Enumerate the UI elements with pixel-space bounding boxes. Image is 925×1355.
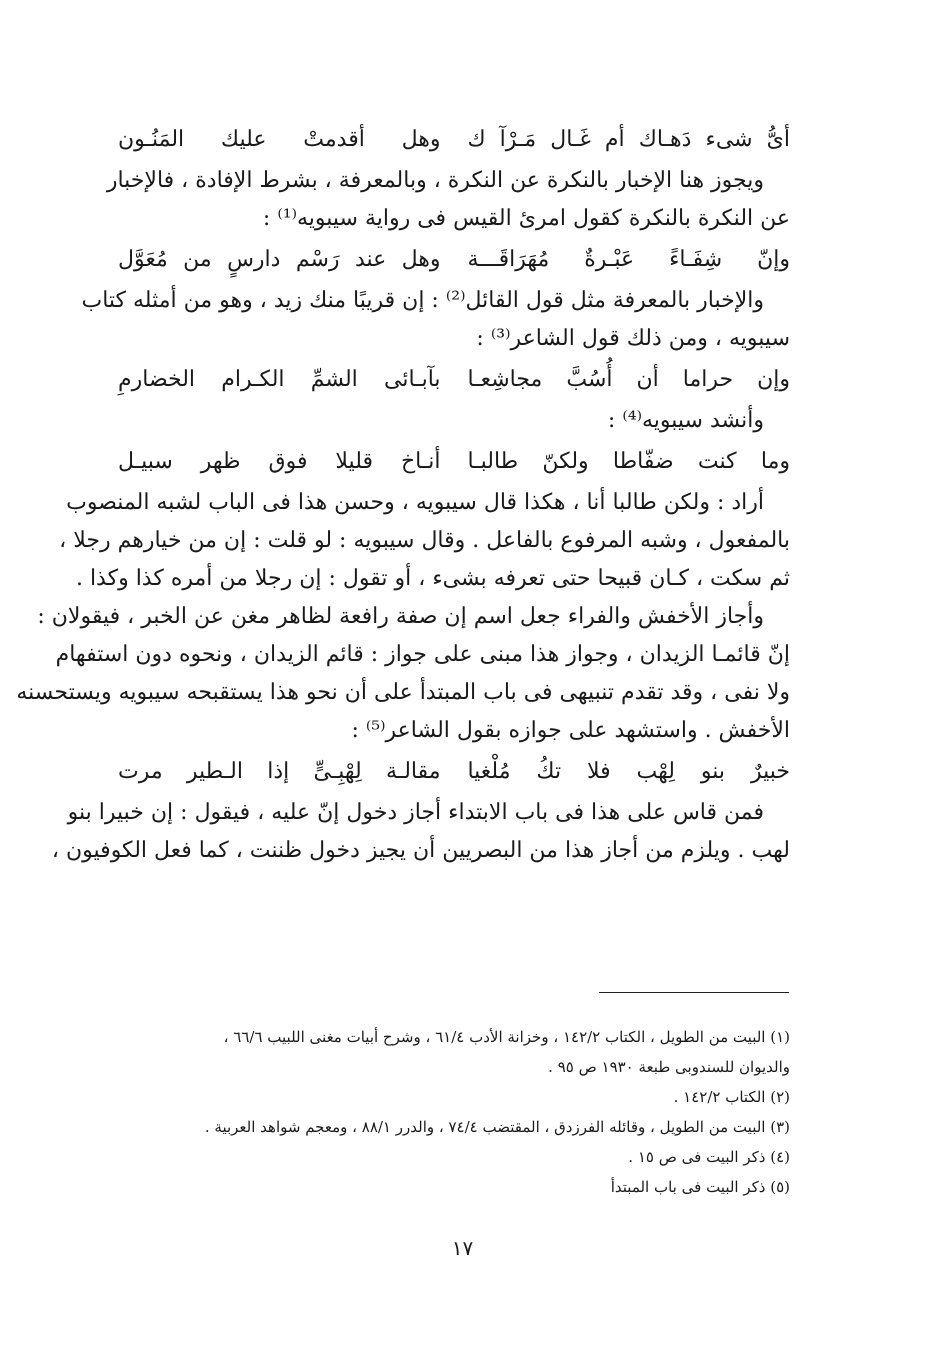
main-text [16,118,790,870]
text-line: عن النكرة بالنكرة كقول امرئ القيس فى رواية سيبويه⁽¹⁾ : [262,206,790,231]
verse-line [118,750,790,794]
text-line: الأخفش . واستشهد على جوازه بقول الشاعر⁽⁵⁾ : [351,718,790,743]
verse-first-hemistich: وما كنت ضفّاطا ولكنّ طالبـا [467,449,790,474]
text-line: فمن قاس على هذا فى باب الابتداء أجاز دخول إنّ عليه ، فيقول : إن خبيرا بنو [67,800,764,825]
text-line: ويجوز هنا الإخبار بالنكرة عن النكرة ، وبالمعرفة ، بشرط الإفادة ، فالإخبار [106,168,764,193]
verse-second-hemistich: مقالـة لِهْبِـىٍّ إذا الـطير مرت [118,759,441,784]
page-number: ١٧ [451,1236,474,1260]
footnote-line: (١) البيت من الطويل ، الكتاب ١٤٢/٢ ، وخزانة الأدب ٦١/٤ ، وشرح أبيات مغنى اللبيب ٦٦/٦ ، [223,1028,790,1046]
footnote-line: (٢) الكتاب ١٤٢/٢ . [673,1088,790,1106]
verse-line [118,238,790,282]
verse-second-hemistich: أنـاخ قليلا فوق ظهر سبيـل [118,449,441,474]
footnote-line: (٤) ذكر البيت فى ص ١٥ . [628,1148,790,1166]
verse-line [118,440,790,484]
text-line: سيبويه ، ومن ذلك قول الشاعر⁽³⁾ : [476,326,790,351]
verse-second-hemistich: بآبـائى الشمِّ الكـرام الخضارمِ [118,367,441,392]
verse-line [118,358,790,402]
text-line: والإخبار بالمعرفة مثل قول القائل⁽²⁾ : إن قريبًا منك زيد ، وهو من أمثله كتاب [81,288,764,313]
text-line: لهب . ويلزم من أجاز هذا من البصريين أن يجيز دخول ظننت ، كما فعل الكوفيون ، [51,838,790,863]
verse-first-hemistich: أىُّ شىء دَهـاك أم غَـال مَـرْآ ك [467,127,790,152]
text-line: ثم سكت ، كـان قبيحا حتى تعرفه بشىء ، أو تقول : إن رجلا من أمره كذا وكذا . [75,566,790,591]
text-line: أراد : ولكن طالبا أنا ، هكذا قال سيبويه ، وحسن هذا فى الباب لشبه المنصوب [66,490,764,515]
verse-second-hemistich: وهل أقدمتْ عليك المَنُـون [118,127,441,152]
text-line: وأجاز الأخفش والفراء جعل اسم إن صفة رافعة لظاهر مغن عن الخبر ، فيقولان : [37,604,764,629]
verse-second-hemistich: وهل عند رَسْم دارسٍ من مُعَوَّل [118,247,441,272]
footnote-line: والديوان للسندوبى طبعة ١٩٣٠ ص ٩٥ . [548,1058,790,1076]
footnote-line: (٣) البيت من الطويل ، وقائله الفرزدق ، المقتضب ٧٤/٤ ، والدرر ٨٨/١ ، ومعجم شواهد العربية . [204,1118,790,1136]
text-line: وأنشد سيبويه⁽⁴⁾ : [607,408,764,433]
footnote-divider [599,992,789,993]
verse-first-hemistich: وإن حراما أن أُسُبَّ مجاشِعـا [467,367,790,392]
verse-first-hemistich: خبيرٌ بنو لِهْب فلا تكُ مُلْغيا [467,759,790,784]
footnote-line: (٥) ذكر البيت فى باب المبتدأ [610,1178,790,1196]
text-line: ولا نفى ، وقد تقدم تنبيهى فى باب المبتدأ على أن نحو هذا يستقبحه سيبويه ويستحسنه [16,680,790,705]
text-line: إنّ قائمـا الزيدان ، وجواز هذا مبنى على جواز : قائم الزيدان ، ونحوه دون استفهام [55,642,790,667]
verse-line [118,118,790,162]
footnotes [118,1022,790,1202]
text-line: بالمفعول ، وشبه المرفوع بالفاعل . وقال سيبويه : لو قلت : إن من خيارهم رجلا ، [59,528,790,553]
verse-first-hemistich: وإنّ شِفَـاءً عَبْـرةٌ مُهَرَاقَـــة [467,247,790,272]
